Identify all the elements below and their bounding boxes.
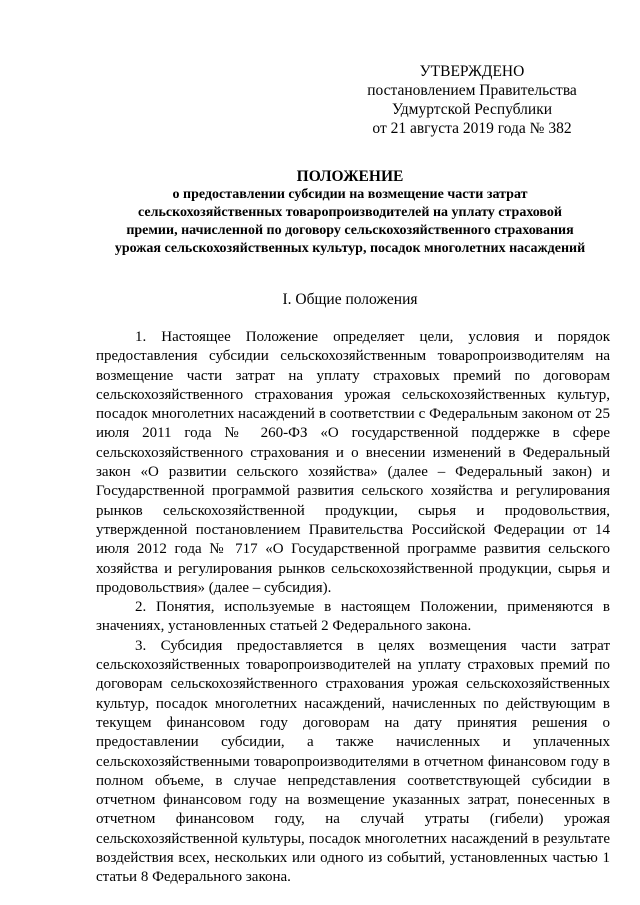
paragraph-1: 1. Настоящее Положение определяет цели, условия и порядок предоставления субсидии сельскохозяйственным товаропроизводителям на возмещение части затрат на уплату страховых премий по договорам сельскохозяйственного страхования урожая сельскохозяйственных культур, посадок многолетних насаждений в соответствии с Федеральным законом от 25 июля 2011 года № 260-ФЗ «О государственной поддержке в сфере сельскохозяйственного страхования и о внесении изменений в Федеральный закон «О развитии сельского хозяйства» (далее – Федеральный закон) и Государственной программой развития сельского хозяйства и регулирования рынков сельскохозяйственной продукции, сырья и продовольствия, утвержденной постановлением Правительства Российской Федерации от 14 июля 2012 года № 717 «О Государственной программе развития сельского хозяйства и регулирования рынков сельскохозяйственной продукции, сырья и продовольствия» (далее – субсидия).	[96, 329, 610, 596]
document-body	[96, 328, 610, 888]
title-line-3: премии, начисленной по договору сельскохозяйственного страхования	[126, 223, 574, 238]
document-heading: ПОЛОЖЕНИЕ	[296, 168, 404, 185]
approval-stamp	[352, 62, 592, 138]
approval-date-number: от 21 августа 2019 года № 382	[372, 120, 572, 137]
document-title	[80, 168, 620, 258]
approval-authority: постановлением Правительства	[367, 82, 577, 99]
paragraph-2: 2. Понятия, используемые в настоящем Положении, применяются в значениях, установленных статьей 2 Федерального закона.	[96, 599, 610, 635]
title-line-1: о предоставлении субсидии на возмещение части затрат	[172, 187, 528, 202]
section-heading: I. Общие положения	[282, 291, 418, 308]
approval-region: Удмуртской Республики	[391, 101, 553, 118]
approval-title: УТВЕРЖДЕНО	[419, 63, 525, 80]
title-line-4: урожая сельскохозяйственных культур, посадок многолетних насаждений	[114, 241, 586, 256]
paragraph-3: 3. Субсидия предоставляется в целях возмещения части затрат сельскохозяйственных товаропроизводителей на уплату страховых премий по договорам сельскохозяйственного страхования урожая сельскохозяйственных культур, посадок многолетних насаждений, начисленных по действующим в текущем финансовом году договорам на дату принятия решения о предоставлении субсидии, а также начисленных и уплаченных сельскохозяйственными товаропроизводителями в отчетном финансовом году в полном объеме, в случае непредставления соответствующей субсидии в отчетном финансовом году на возмещение указанных затрат, понесенных в отчетном финансовом году, на случай утраты (гибели) урожая сельскохозяйственной культуры, посадок многолетних насаждений в результате воздействия всех, нескольких или одного из событий, установленных частью 1 статьи 8 Федерального закона.	[96, 637, 610, 886]
title-line-2: сельскохозяйственных товаропроизводителей на уплату страховой	[138, 205, 562, 220]
